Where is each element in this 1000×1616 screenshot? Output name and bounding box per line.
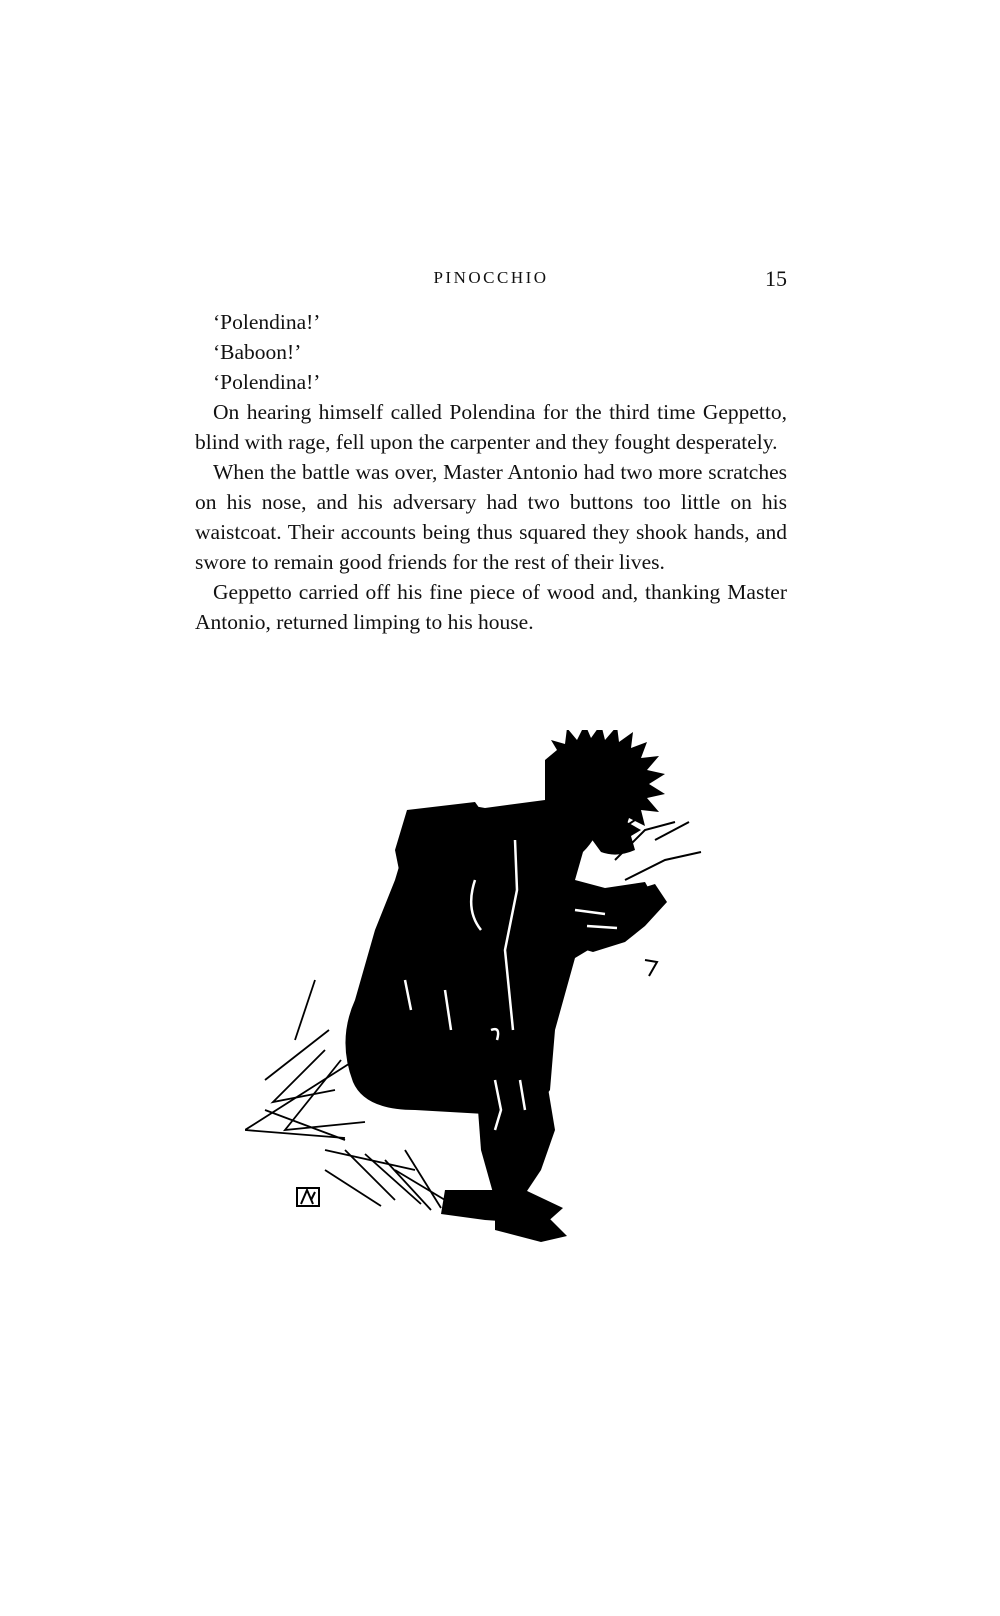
geppetto-silhouette-illustration: [245, 730, 745, 1300]
running-title: PINOCCHIO: [433, 268, 549, 287]
legs: [475, 1070, 555, 1200]
dialogue-line: ‘Baboon!’: [213, 340, 302, 364]
paragraph: Geppetto carried off his fine piece of wood and, thanking Master Antonio, returned limping to his house.: [195, 580, 787, 634]
dialogue-line: ‘Polendina!’: [213, 310, 321, 334]
page-number: 15: [765, 266, 787, 291]
silhouette-image: [245, 730, 745, 1300]
paragraph: On hearing himself called Polendina for the third time Geppetto, blind with rage, fell upon the carpenter and they fought desperately.: [195, 400, 787, 454]
body-text: [195, 307, 787, 637]
artist-monogram: [297, 1188, 319, 1206]
running-head: [195, 268, 787, 298]
dialogue-line: ‘Polendina!’: [213, 370, 321, 394]
paragraph: When the battle was over, Master Antonio had two more scratches on his nose, and his adversary had two buttons too little on his waistcoat. Their accounts being thus squared they shook hands, and swore to remain good friends for the rest of their lives.: [195, 460, 787, 574]
